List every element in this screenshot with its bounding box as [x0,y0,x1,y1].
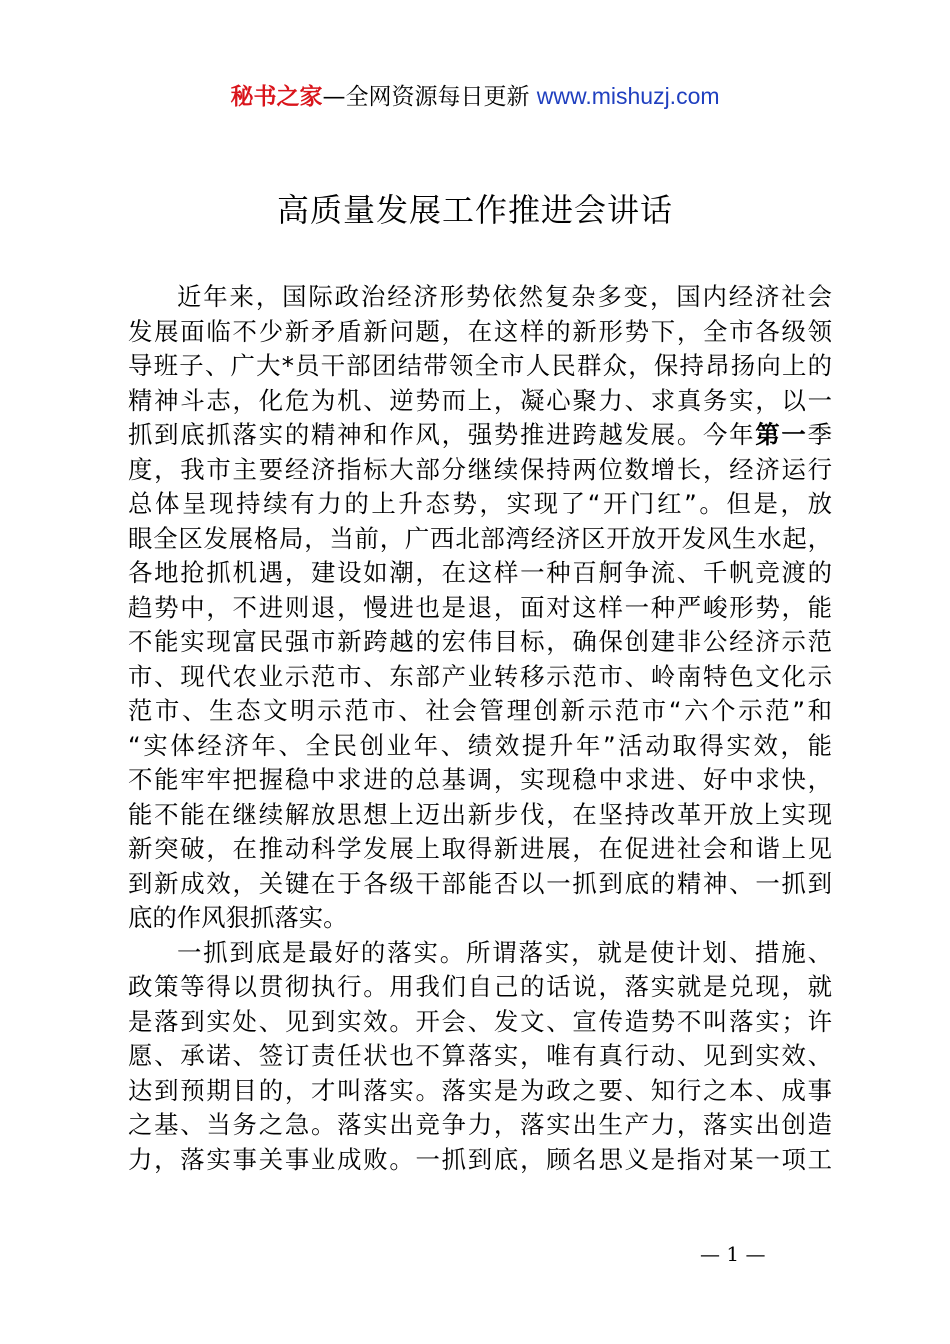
paragraph-line: 总体呈现持续有力的上升态势，实现了“开门红”。但是，放 [128,489,832,518]
paragraph-line: 范市、生态文明示范市、社会管理创新示范市“六个示范”和 [128,696,832,725]
page-number: — 1 — [700,1242,766,1266]
brand-name: 秘书之家 [230,84,323,110]
document-body [128,280,832,1177]
paragraph-line: 一抓到底是最好的落实。所谓落实，就是使计划、措施、 [177,937,832,967]
paragraph-line: 底的作风狠抓落实。 [128,903,348,932]
paragraph-line: “实体经济年、全民创业年、绩效提升年”活动取得实效，能 [128,730,832,760]
paragraph-line: 市、现代农业示范市、东部产业转移示范市、岭南特色文化示 [128,661,832,691]
header-slogan: —全网资源每日更新 [322,84,537,110]
paragraph-line: 政策等得以贯彻执行。用我们自己的话说，落实就是兑现，就 [128,972,832,1001]
paragraph-line: 之基、当务之急。落实出竞争力，落实出生产力，落实出创造 [128,1110,832,1139]
paragraph-line: 近年来，国际政治经济形势依然复杂多变，国内经济社会 [177,282,832,311]
paragraph-line: 新突破，在推动科学发展上取得新进展，在促进社会和谐上见 [128,834,832,863]
bold-text: 第一 [755,420,808,449]
paragraph-line: 眼全区发展格局，当前，广西北部湾经济区开放开发风生水起， [128,523,832,553]
paragraph-line: 各地抢抓机遇，建设如潮，在这样一种百舸争流、千帆竞渡的 [128,558,832,587]
paragraph-line: 是落到实处、见到实效。开会、发文、宣传造势不叫落实；许 [128,1006,832,1036]
site-url-link[interactable]: www.mishuzj.com [536,83,720,109]
paragraph-line: 达到预期目的，才叫落实。落实是为政之要、知行之本、成事 [128,1075,832,1105]
paragraph-line: 导班子、广大*员干部团结带领全市人民群众，保持昂扬向上的 [128,351,832,380]
paragraph-line: 不能实现富民强市新跨越的宏伟目标，确保创建非公经济示范 [128,627,832,656]
line-text: 抓到底抓落实的精神和作风，强势推进跨越发展。今年 [128,420,756,449]
site-header [0,80,950,113]
paragraph-line [128,418,832,453]
paragraph-line: 力，落实事关事业成败。一抓到底，顾名思义是指对某一项工 [128,1144,832,1174]
paragraph-line: 度，我市主要经济指标大部分继续保持两位数增长，经济运行 [128,454,832,484]
paragraph-line: 精神斗志，化危为机、逆势而上，凝心聚力、求真务实，以一 [128,385,832,415]
paragraph-line: 到新成效，关键在于各级干部能否以一抓到底的精神、一抓到 [128,868,832,898]
paragraph-line: 趋势中，不进则退，慢进也是退，面对这样一种严峻形势，能 [128,592,832,622]
paragraph-line: 愿、承诺、签订责任状也不算落实，唯有真行动、见到实效、 [128,1041,832,1070]
paragraph-line: 发展面临不少新矛盾新问题，在这样的新形势下，全市各级领 [128,316,832,346]
document-title: 高质量发展工作推进会讲话 [276,191,673,229]
paragraph-line: 能不能在继续解放思想上迈出新步伐，在坚持改革开放上实现 [128,799,832,829]
line-text: 季 [807,420,832,449]
paragraph-line: 不能牢牢把握稳中求进的总基调，实现稳中求进、好中求快， [128,765,832,794]
